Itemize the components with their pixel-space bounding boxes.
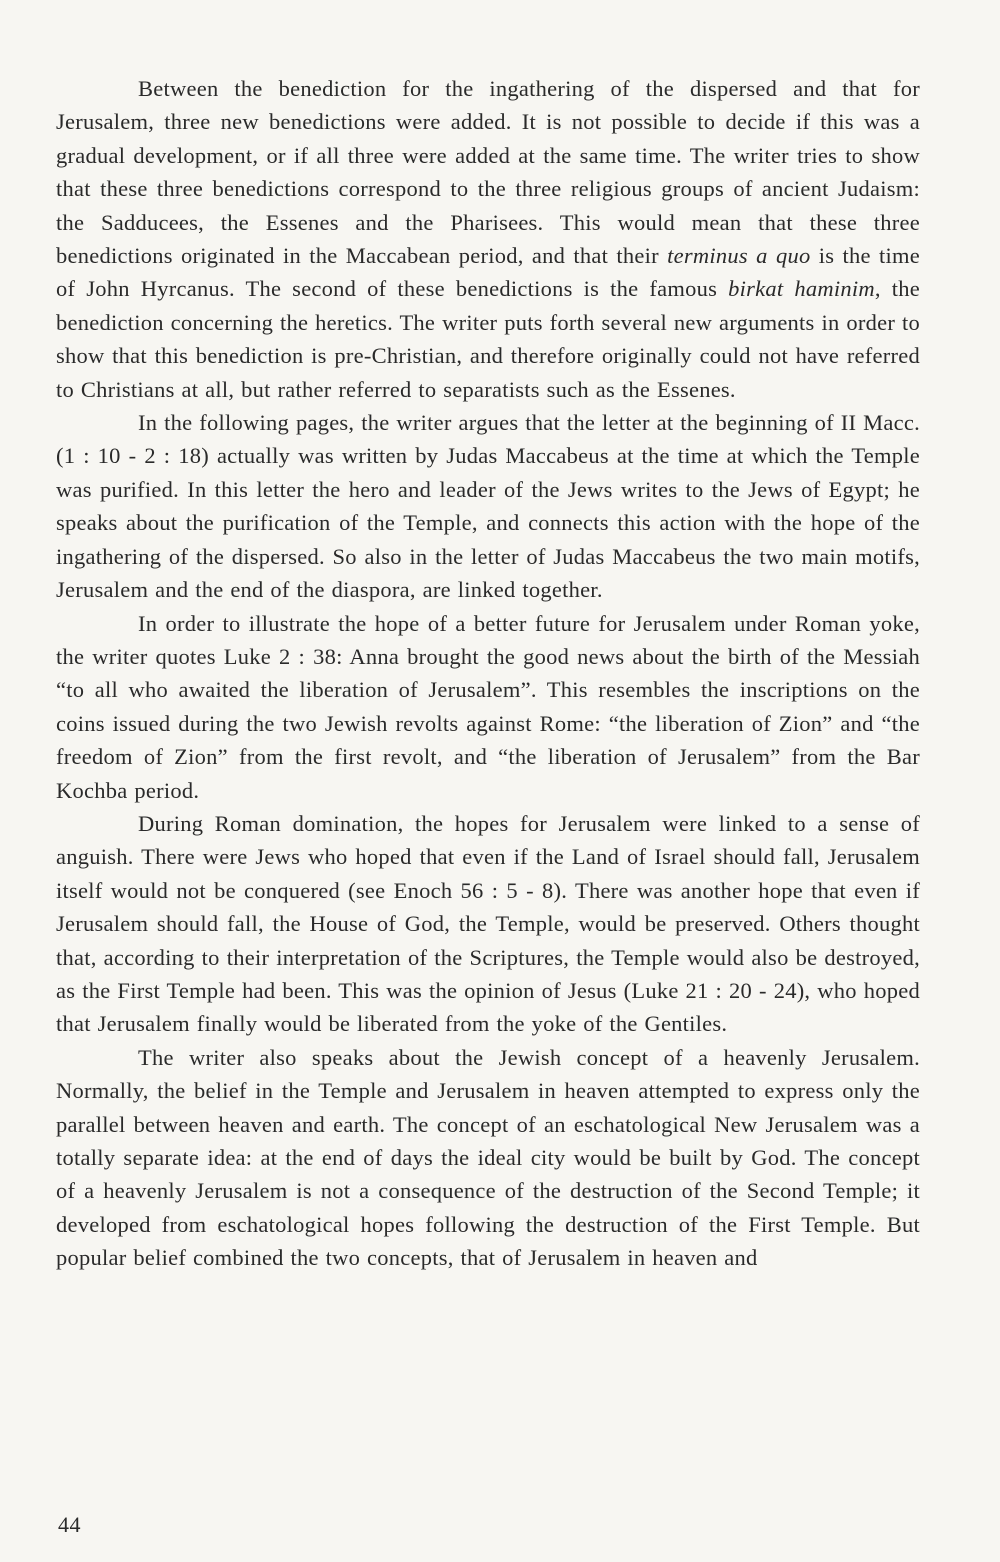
text-run: During Roman domination, the hopes for Jerusalem were linked to a sense of anguish. There were Jews who hoped that even if the Land of Israel should fall, Jerusalem itself would not be conquered (see Enoch 56 : 5 - 8). There was another hope that even if Jerusalem should fall, the House of God, the Temple, would be preserved. Others thought that, according to their interpretation of the Scriptures, the Temple would also be destroyed, as the First Temple had been. This was the opinion of Jesus (Luke 21 : 20 - 24), who hoped that Jerusalem finally would be liberated from the yoke of the Gentiles. xyxy=(56,810,920,1037)
paragraph-heavenly-jerusalem xyxy=(56,1041,920,1275)
italic-term: terminus a quo xyxy=(667,243,811,269)
text-run: In order to illustrate the hope of a better future for Jerusalem under Roman yoke, the writer quotes Luke 2 : 38: Anna brought the good news about the birth of the Messiah “to all who awaited the liberation of Jerusalem”. This resembles the inscriptions on the coins issued during the two Jewish revolts against Rome: “the liberation of Zion” and “the freedom of Zion” from the first revolt, and “the liberation of Jerusalem” from the Bar Kochba period. xyxy=(56,610,920,803)
text-run: In the following pages, the writer argues that the letter at the beginning of II Macc. (1 : 10 - 2 : 18) actually was written by Judas Maccabeus at the time at which the Temple was purified. In this letter the hero and leader of the Jews writes to the Jews of Egypt; he speaks about the purification of the Temple, and connects this action with the hope of the ingathering of the dispersed. So also in the letter of Judas Maccabeus the two main motifs, Jerusalem and the end of the diaspora, are linked together. xyxy=(56,410,920,603)
body-text xyxy=(56,72,920,1275)
italic-term: birkat haminim xyxy=(728,276,875,302)
paragraph-liberation-of-jerusalem xyxy=(56,607,920,807)
paragraph-ingathering-benedictions xyxy=(56,72,920,406)
text-run: , the benediction concerning the heretics. The writer puts forth several new arguments in order to show that this benediction is pre-Christian, and therefore originally could not have referred to Christians at all, but rather referred to separatists such as the Essenes. xyxy=(56,276,920,402)
text-run: is the time of John Hyrcanus. The second of these benedictions is the famous xyxy=(56,243,920,302)
paragraph-roman-domination xyxy=(56,807,920,1041)
text-run: Between the benediction for the ingathering of the dispersed and that for Jerusalem, three new benedictions were added. It is not possible to decide if this was a gradual development, or if all three were added at the same time. The writer tries to show that these three benedictions correspond to the three religious groups of ancient Judaism: the Sadducees, the Essenes and the Pharisees. This would mean that these three benedictions originated in the Maccabean period, and that their xyxy=(56,76,920,269)
text-run: The writer also speaks about the Jewish concept of a heavenly Jerusalem. Normally, the belief in the Temple and Jerusalem in heaven attempted to express only the parallel between heaven and earth. The concept of an eschatological New Jerusalem was a totally separate idea: at the end of days the ideal city would be built by God. The concept of a heavenly Jerusalem is not a consequence of the destruction of the Second Temple; it developed from eschatological hopes following the destruction of the First Temple. But popular belief combined the two concepts, that of Jerusalem in heaven and xyxy=(56,1044,920,1271)
paragraph-second-maccabees-letter xyxy=(56,406,920,606)
page-number: 44 xyxy=(58,1512,81,1537)
